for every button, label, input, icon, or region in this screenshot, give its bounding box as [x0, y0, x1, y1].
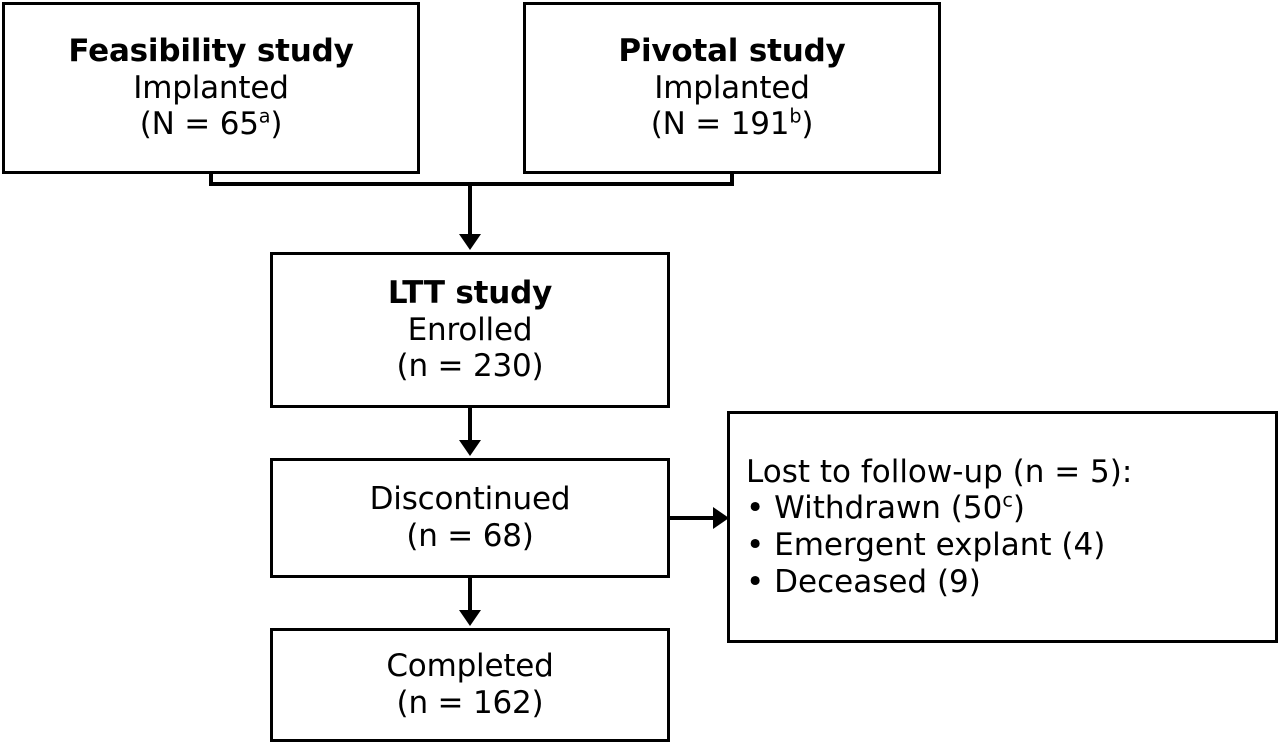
node-lost-to-follow-up — [727, 411, 1278, 643]
connector-join-to-ltt — [468, 182, 472, 238]
lost-item-emergent-explant: • Emergent explant (4) — [746, 527, 1106, 563]
arrowhead-to-ltt — [459, 234, 481, 250]
pivotal-n-suffix: ) — [801, 106, 814, 143]
pivotal-line2: Implanted — [654, 69, 810, 106]
pivotal-title: Pivotal study — [618, 33, 846, 70]
ltt-line2: Enrolled — [407, 311, 533, 348]
feasibility-line2: Implanted — [133, 69, 289, 106]
withdrawn-footnote-marker: c — [1002, 489, 1013, 513]
node-pivotal-study — [523, 2, 941, 174]
connector-discontinued-to-completed — [468, 578, 472, 612]
ltt-title: LTT study — [387, 275, 553, 312]
node-ltt-study — [270, 252, 670, 408]
completed-line1: Completed — [386, 648, 554, 685]
pivotal-line3 — [651, 106, 813, 143]
pivotal-n-prefix: (N = 191 — [650, 106, 790, 143]
discontinued-line1: Discontinued — [369, 481, 571, 518]
arrowhead-to-completed — [459, 610, 481, 626]
lost-item-withdrawn — [746, 490, 1025, 527]
node-completed — [270, 628, 670, 742]
feasibility-line3 — [140, 106, 283, 143]
discontinued-line2: (n = 68) — [406, 518, 534, 554]
lost-heading: Lost to follow-up (n = 5): — [746, 453, 1133, 490]
lost-item-withdrawn-suffix: ) — [1012, 490, 1026, 527]
completed-line2: (n = 162) — [396, 685, 544, 721]
feasibility-n-suffix: ) — [270, 106, 283, 143]
connector-ltt-to-discontinued — [468, 408, 472, 442]
node-discontinued — [270, 458, 670, 578]
lost-item-deceased: • Deceased (9) — [746, 563, 981, 600]
feasibility-title: Feasibility study — [68, 33, 354, 70]
feasibility-n-prefix: (N = 65 — [139, 106, 259, 143]
lost-item-withdrawn-prefix: • Withdrawn (50 — [746, 490, 1003, 527]
arrowhead-to-discontinued — [459, 440, 481, 456]
feasibility-footnote-marker: a — [258, 104, 271, 128]
ltt-line3: (n = 230) — [396, 348, 544, 385]
node-feasibility-study — [2, 2, 420, 174]
pivotal-footnote-marker: b — [789, 104, 802, 128]
